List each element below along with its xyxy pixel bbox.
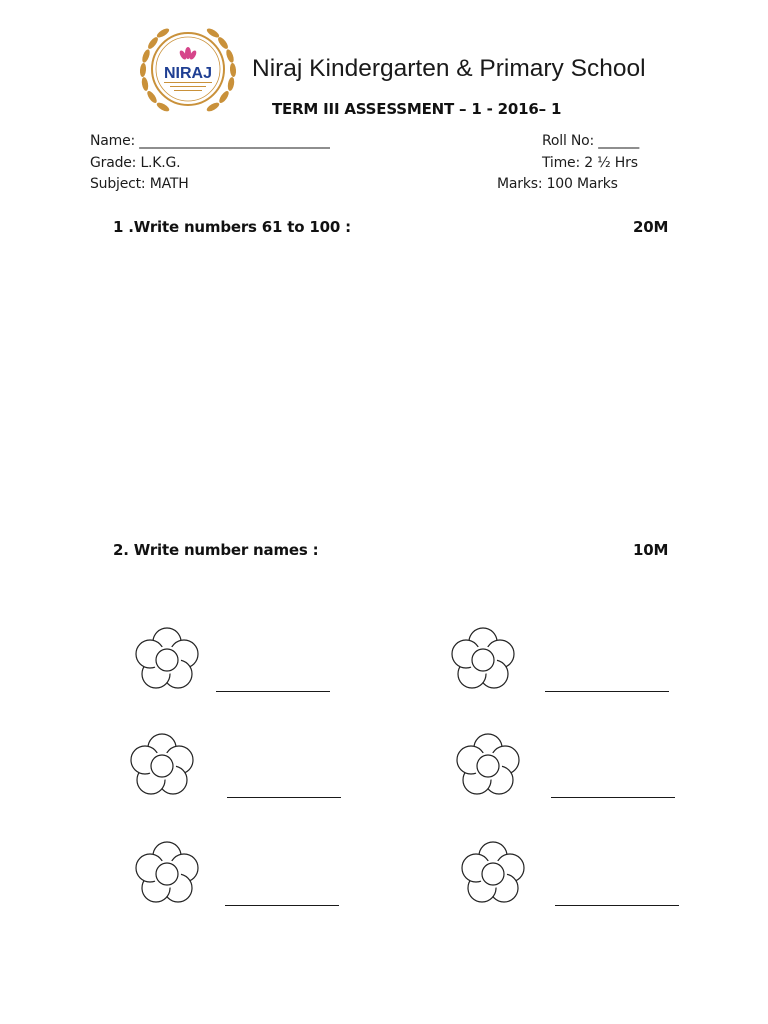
answer-blank[interactable] [227, 797, 341, 798]
question-1-marks: 20M [633, 218, 669, 236]
flower-icon [124, 731, 200, 797]
flower-icon [445, 625, 521, 691]
answer-blank[interactable] [551, 797, 675, 798]
roll-no-field: Roll No: ______ [542, 133, 640, 149]
question-2: 2. Write number names : [113, 541, 319, 559]
flower-icon [455, 839, 531, 905]
svg-text:NIRAJ: NIRAJ [163, 65, 213, 82]
question-2-marks: 10M [633, 541, 669, 559]
answer-blank[interactable] [545, 691, 669, 692]
grade-label: Grade: L.K.G. [90, 155, 181, 171]
answer-blank[interactable] [225, 905, 339, 906]
flower-icon [450, 731, 526, 797]
flower-icon [129, 839, 205, 905]
answer-blank[interactable] [216, 691, 330, 692]
time-label: Time: 2 ½ Hrs [542, 155, 638, 171]
flower-icon [129, 625, 205, 691]
answer-blank[interactable] [555, 905, 679, 906]
question-1: 1 .Write numbers 61 to 100 : [113, 218, 351, 236]
school-logo [134, 22, 242, 116]
school-name: Niraj Kindergarten & Primary School [252, 55, 646, 82]
name-field: Name: ____________________________ [90, 133, 330, 149]
subject-label: Subject: MATH [90, 176, 189, 192]
assessment-title: TERM III ASSESSMENT – 1 - 2016– 1 [272, 100, 562, 118]
marks-label: Marks: 100 Marks [497, 176, 618, 192]
